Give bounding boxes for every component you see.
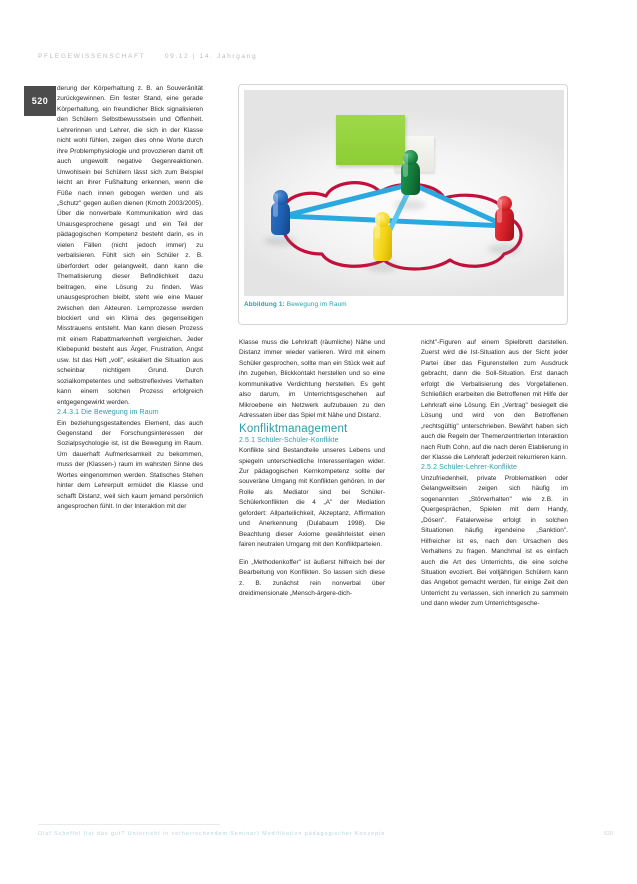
footer-divider [38, 824, 220, 825]
running-header [38, 53, 598, 60]
page-number-label: 520 [31, 96, 49, 106]
figure-caption-text: Bewegung im Raum [286, 301, 347, 308]
figure-photo [244, 90, 564, 296]
paragraph: Klasse muss die Lehrkraft (räumliche) Nähe und Distanz immer wieder variieren. Wird mit einem Schüler gesprochen, sollte man ein Stück weit auf ihn zugehen, Blickkontakt herstellen und so eine kommunikative Verdichtung herstellen. Es geht also darum, im Unterrichtsgeschehen auf Mikroebene ein Netzwerk aufzubauen zu den Adressaten über das Spiel mit Nähe und Distanz. [239, 339, 385, 420]
red-pawn [490, 196, 518, 248]
green-pawn [396, 150, 424, 202]
heading-bewegung-im-raum: 2.4.3.1 Die Bewegung im Raum [57, 409, 159, 417]
figure-bewegung-im-raum [238, 84, 568, 325]
figure-caption-lead: Abbildung 1: [244, 301, 285, 308]
running-header-journal: PFLEGEWISSENSCHAFT [38, 53, 146, 60]
heading-schueler-schueler-konflikte: 2.5.1 Schüler-Schüler-Konflikte [239, 436, 339, 444]
paragraph: Konflikte sind Bestandteile unseres Lebens und spiegeln unterschiedliche Interessenlagen wider. Zur pädagogischen Kernkompetenz sollte der souveräne Umgang mit Konflikten gehören. In der Rolle als Mediator sind bei Schüler-Schülerkonflikten die 4 „A" der Mediation gefordert: Allparteilichkeit, Akzeptanz, Affirmation und Anerkennung (Dulabaum 1998). Die Beachtung dieser Axiome gewährleistet einen fairen neutralen Umgang mit den Konfliktparteien. [239, 447, 385, 549]
figure-caption [244, 301, 562, 308]
pawn-highlight [403, 153, 408, 177]
yellow-pawn [368, 212, 396, 266]
pawn-highlight [497, 199, 502, 223]
running-header-separator [149, 53, 162, 60]
column-middle [239, 338, 385, 599]
pawn-highlight [375, 215, 380, 239]
blue-pawn [266, 190, 294, 242]
paragraph: derung der Körperhaltung z. B. an Souveränität zurückgewinnen. Ein fester Stand, eine gerade Körperhaltung, ein freundlicher Blick signalisieren den Schülern Selbstbewusstsein und Offenheit. Lehrerinnen und Lehrer, die sich in der Klasse nicht wohl fühlen, zeigen dies ohne Worte durch ihre Problemphysiologie und provozieren damit oft auch ungewollt negative Gegenreaktionen. Unwohlsein bei Schülern lässt sich zum Beispiel leicht an ihrer Fußhaltung erkennen, wenn die Füße nach innen gebogen werden und als „Schutz" gegen außen dienen (Kmoth 2003/2005). Über die nonverbale Kommunikation wird das Unausgesprochene gesagt und ein Teil der pädagogischen Kompetenz besteht darin, es in vielen Fällen (nicht jedoch immer) zu verbalisieren. Fühlt sich ein Schüler z. B. überfordert oder gelangweilt, dann kann die Thematisierung dieser Befindlichkeit dazu beitragen, eine Lösung zu finden. Was unausgesprochen bleibt, steht wie eine Mauer zwischen den Akteuren. Lernprozesse werden blockiert und ein Klima des gegenseitigen Misstrauens entsteht. Man kann diesen Prozess mit einem Rabattmarkenheft vergleichen. Jeder Klebepunkt besteht aus Ärger, Frustration, Angst usw. Ist das Heft „voll", eskaliert die Situation aus scheinbar nichtigem Grund. Durch sozialkompetentes und selbstreflexives Verhalten kann einem solchen Prozess erfolgreich entgegengewirkt werden. [57, 85, 203, 406]
footer-page-number: 520 [604, 831, 613, 837]
pawn-highlight [273, 193, 278, 217]
running-header-issue: 09.12 | 14. Jahrgang [164, 53, 258, 60]
heading-konfliktmanagement: Konfliktmanagement [239, 422, 348, 435]
paragraph: Ein „Methodenkoffer" ist äußerst hilfreich bei der Bearbeitung von Konflikten. So lassen sich diese z. B. zunächst rein nonverbal über dreidimensionale „Mensch-ärgere-dich- [239, 558, 385, 598]
paragraph: Ein beziehungsgestaltendes Element, das auch Gegenstand der Forschungsinteressen der Sozialpsychologie ist, ist die Bewegung im Raum. Um dauerhaft Aufmerksamkeit zu bekommen, muss der (Klassen-) raum im wahrsten Sinne des Wortes eingenommen werden. Statisches Stehen hinter dem Lehrerpult ermüdet die Klasse und schafft Distanz, weil sich kaum jemand persönlich angesprochen fühlt. In der Interaktion mit der [57, 419, 203, 511]
footer-citation: Olaf Scheffel (ist das gut? Unterricht in vorherrschendem Seminar) Modifikation pädagogischer Konzepte [38, 831, 386, 837]
column-left [57, 84, 203, 513]
heading-schueler-lehrer-konflikte: 2.5.2 Schüler-Lehrer-Konflikte [421, 464, 517, 472]
paragraph: Unzufriedenheit, private Problematiken oder Gelangweiltsein zeigen sich häufig im sogenannten „Störverhalten" wie z.B. in Quergesprächen, Spielen mit dem Handy, „Dösen". Fatalerweise erfolgt in solchen Situationen häufig irgendeine „Sanktion". Hilfreicher ist es, nach den Ursachen des Verhaltens zu fragen. Manchmal ist es einfach auch die Art des Unterrichts, die eine solche Situation evoziert. Bei volljährigen Schülern kann das Angebot gemacht werden, für einige Zeit den Unterricht zu verlassen, sich innerlich zu sammeln und dann wieder zum Unterrichtsgesche- [421, 474, 568, 608]
paragraph: nicht"-Figuren auf einem Spielbrett darstellen. Zuerst wird die Ist-Situation aus der Sicht jeder Partei über das Figurenstellen zum Ausdruck gebracht, dann die Soll-Situation. Erst danach erfolgt die Verbalisierung des Vorgefallenen. Schließlich erarbeiten die Betroffenen mit Hilfe der Lehrkraft eine Lösung. Ein „Vertrag" besiegelt die Lösung und wird von den Betroffenen „rechtsgültig" unterschrieben. Bewährt haben sich auch die Regeln der Themenzentrierten Interaktion nach Ruth Cohn, auf die nach deren Etablierung in der Klasse die Lehrkraft jederzeit rekurrieren kann. [421, 339, 568, 461]
column-right [421, 338, 568, 610]
page-number-chip [24, 86, 56, 116]
